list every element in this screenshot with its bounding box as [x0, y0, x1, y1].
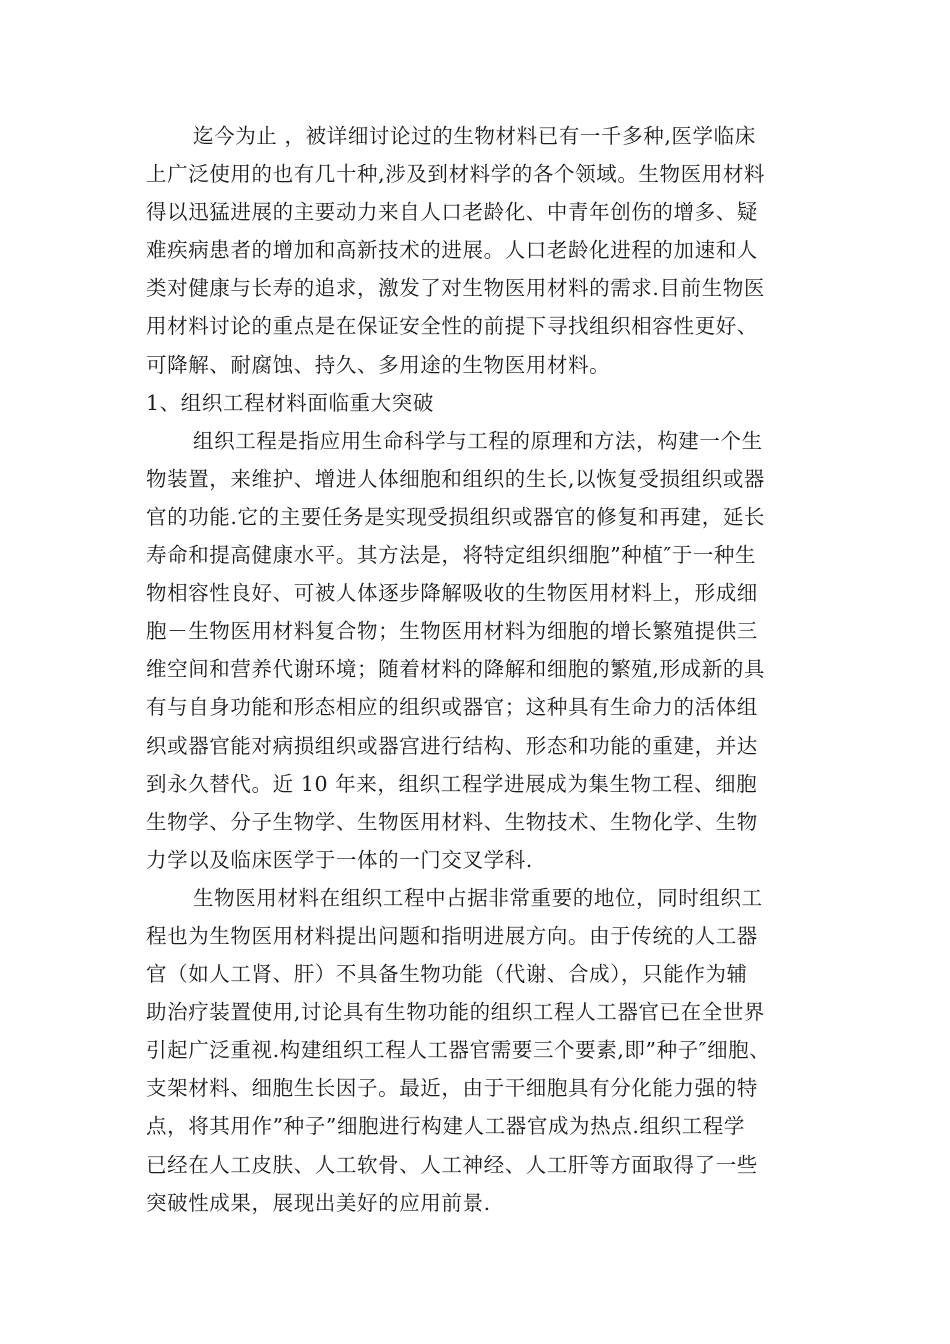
paragraph-line: 突破性成果，展现出美好的应用前景.: [146, 1190, 491, 1215]
paragraph-tissue-engineering: [146, 422, 826, 879]
paragraph-line: 物相容性良好、可被人体逐步降解吸收的生物医用材料上，形成细: [146, 581, 758, 606]
paragraph-line: 到永久替代。近 10 年来，组织工程学进展成为集生物工程、细胞: [146, 771, 758, 796]
paragraph-line: 类对健康与长寿的追求，激发了对生物医用材料的需求.目前生物医: [146, 276, 766, 301]
paragraph-intro: [146, 117, 826, 384]
paragraph-line: 组织工程是指应用生命科学与工程的原理和方法，构建一个生: [193, 428, 763, 453]
paragraph-line: 迄今为止 ，被详细讨论过的生物材料已有一千多种,医学临床: [193, 124, 756, 148]
section-heading: 1、组织工程材料面临重大突破: [146, 390, 434, 415]
paragraph-line: 助治疗装置使用,讨论具有生物功能的组织工程人工器官已在全世界: [146, 1000, 766, 1025]
paragraph-line: 胞－生物医用材料复合物；生物医用材料为细胞的增长繁殖提供三: [146, 619, 758, 644]
paragraph-line: 生物医用材料在组织工程中占据非常重要的地位，同时组织工: [193, 885, 763, 910]
paragraph-line: 官的功能.它的主要任务是实现受损组织或器官的修复和再建，延长: [146, 504, 766, 529]
paragraph-line: 官（如人工肾、肝）不具备生物功能（代谢、合成），只能作为辅: [146, 962, 748, 987]
paragraph-line: 可降解、耐腐蚀、持久、多用途的生物医用材料。: [146, 352, 611, 377]
paragraph-line: 维空间和营养代谢环境；随着材料的降解和细胞的繁殖,形成新的具: [146, 657, 766, 682]
paragraph-line: 生物学、分子生物学、生物医用材料、生物技术、生物化学、生物: [146, 809, 758, 834]
paragraph-line: 有与自身功能和形态相应的组织或器官；这种具有生命力的活体组: [146, 695, 758, 720]
paragraph-line: 已经在人工皮肤、人工软骨、人工神经、人工肝等方面取得了一些: [146, 1152, 758, 1177]
paragraph-line: 得以迅猛进展的主要动力来自人口老龄化、中青年创伤的增多、疑: [146, 200, 758, 225]
paragraph-line: 物装置，来维护、增进人体细胞和组织的生长,以恢复受损组织或器: [146, 466, 766, 491]
paragraph-line: 点，将其用作”种子”细胞进行构建人工器官成为热点.组织工程学: [146, 1114, 745, 1139]
paragraph-biomaterials-role: [146, 879, 826, 1222]
paragraph-line: 用材料讨论的重点是在保证安全性的前提下寻找组织相容性更好、: [146, 314, 758, 339]
paragraph-line: 织或器官能对病损组织或器宫进行结构、形态和功能的重建，并达: [146, 733, 758, 758]
paragraph-line: 寿命和提高健康水平。其方法是，将特定组织细胞”种植″于一种生: [146, 543, 757, 568]
paragraph-line: 支架材料、细胞生长因子。最近，由于干细胞具有分化能力强的特: [146, 1076, 758, 1101]
paragraph-line: 力学以及临床医学于一体的一门交叉学科.: [146, 847, 533, 872]
paragraph-line: 程也为生物医用材料提出问题和指明进展方向。由于传统的人工器: [146, 923, 758, 948]
document-body: [146, 117, 826, 1222]
paragraph-line: 难疾病患者的增加和高新技术的进展。人口老龄化进程的加速和人: [146, 238, 758, 263]
paragraph-line: 上广泛使用的也有几十种,涉及到材料学的各个领域。生物医用材料: [146, 162, 766, 187]
paragraph-line: 引起广泛重视.构建组织工程人工器官需要三个要素,即”种子″细胞、: [146, 1038, 771, 1063]
